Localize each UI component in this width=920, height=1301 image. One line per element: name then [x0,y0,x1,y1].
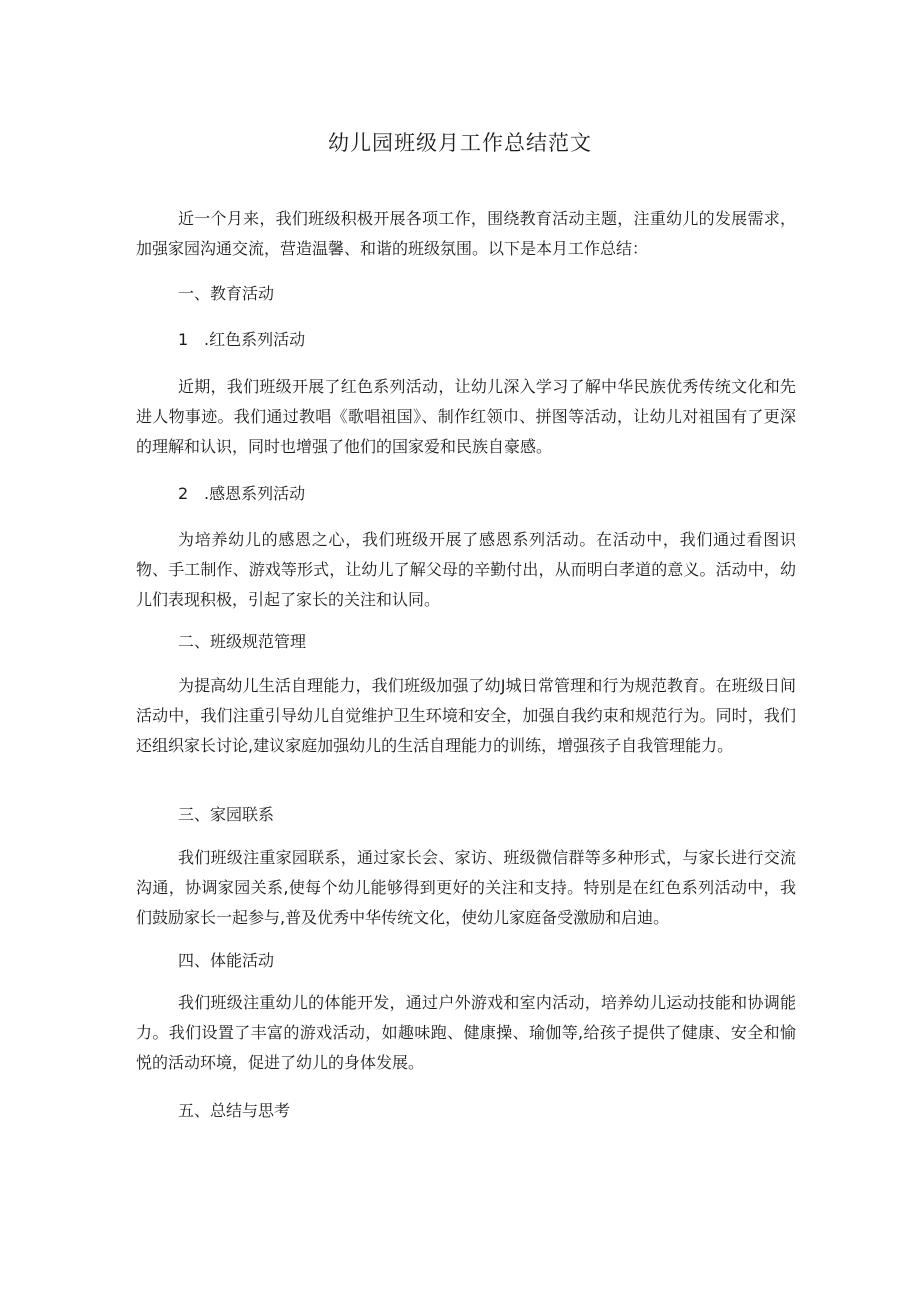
paragraph-class-management: 为提高幼儿生活自理能力，我们班级加强了幼J城日常管理和行为规范教育。在班级日间活动中，我们注重引导幼儿自觉维护卫生环境和安全，加强自我约束和规范行为。同时，我们还组织家长讨论,建议家庭加强幼儿的生活自理能力的训练，增强孩子自我管理能力。 [136,676,796,755]
subsection-heading-red-series [178,325,305,355]
subsection-number: 2 [178,484,189,503]
subsection-label: .感恩系列活动 [204,484,306,503]
section-heading-physical-activity: 四、体能活动 [178,951,275,970]
section-heading-summary: 五、总结与思考 [178,1101,291,1120]
subsection-heading-gratitude-series [178,479,305,509]
section-heading-class-management: 二、班级规范管理 [178,632,307,651]
paragraph-physical-activity: 我们班级注重幼儿的体能开发，通过户外游戏和室内活动，培养幼儿运动技能和协调能力。我们设置了丰富的游戏活动，如趣味跑、健康操、瑜伽等,给孩子提供了健康、安全和愉悦的活动环境，促进了幼儿的身体发展。 [136,993,796,1072]
subsection-number: 1 [178,330,189,349]
intro-paragraph: 近一个月来，我们班级积极开展各项工作，围绕教育活动主题，注重幼儿的发展需求，加强家园沟通交流，营造温馨、和谐的班级氛围。以下是本月工作总结： [136,209,796,258]
document-title: 幼儿园班级月工作总结范文 [328,131,592,155]
section-heading-home-school: 三、家园联系 [178,805,275,824]
section-heading-education: 一、教育活动 [178,284,275,303]
paragraph-gratitude-series: 为培养幼儿的感恩之心，我们班级开展了感恩系列活动。在活动中，我们通过看图识物、手工制作、游戏等形式，让幼儿了解父母的辛勤付出，从而明白孝道的意义。活动中，幼儿们表现积极，引起了家长的关注和认同。 [136,530,796,609]
paragraph-home-school: 我们班级注重家园联系，通过家长会、家访、班级微信群等多种形式，与家长进行交流沟通，协调家园关系,使每个幼儿能够得到更好的关注和支持。特别是在红色系列活动中，我们鼓励家长一起参与,普及优秀中华传统文化，使幼儿家庭备受激励和启迪。 [136,848,796,927]
subsection-label: .红色系列活动 [204,330,306,349]
paragraph-red-series: 近期，我们班级开展了红色系列活动，让幼儿深入学习了解中华民族优秀传统文化和先进人物事迹。我们通过教唱《歌唱祖国》、制作红领巾、拼图等活动，让幼儿对祖国有了更深的理解和认识，同时也增强了他们的国家爱和民族自豪感。 [136,377,796,456]
